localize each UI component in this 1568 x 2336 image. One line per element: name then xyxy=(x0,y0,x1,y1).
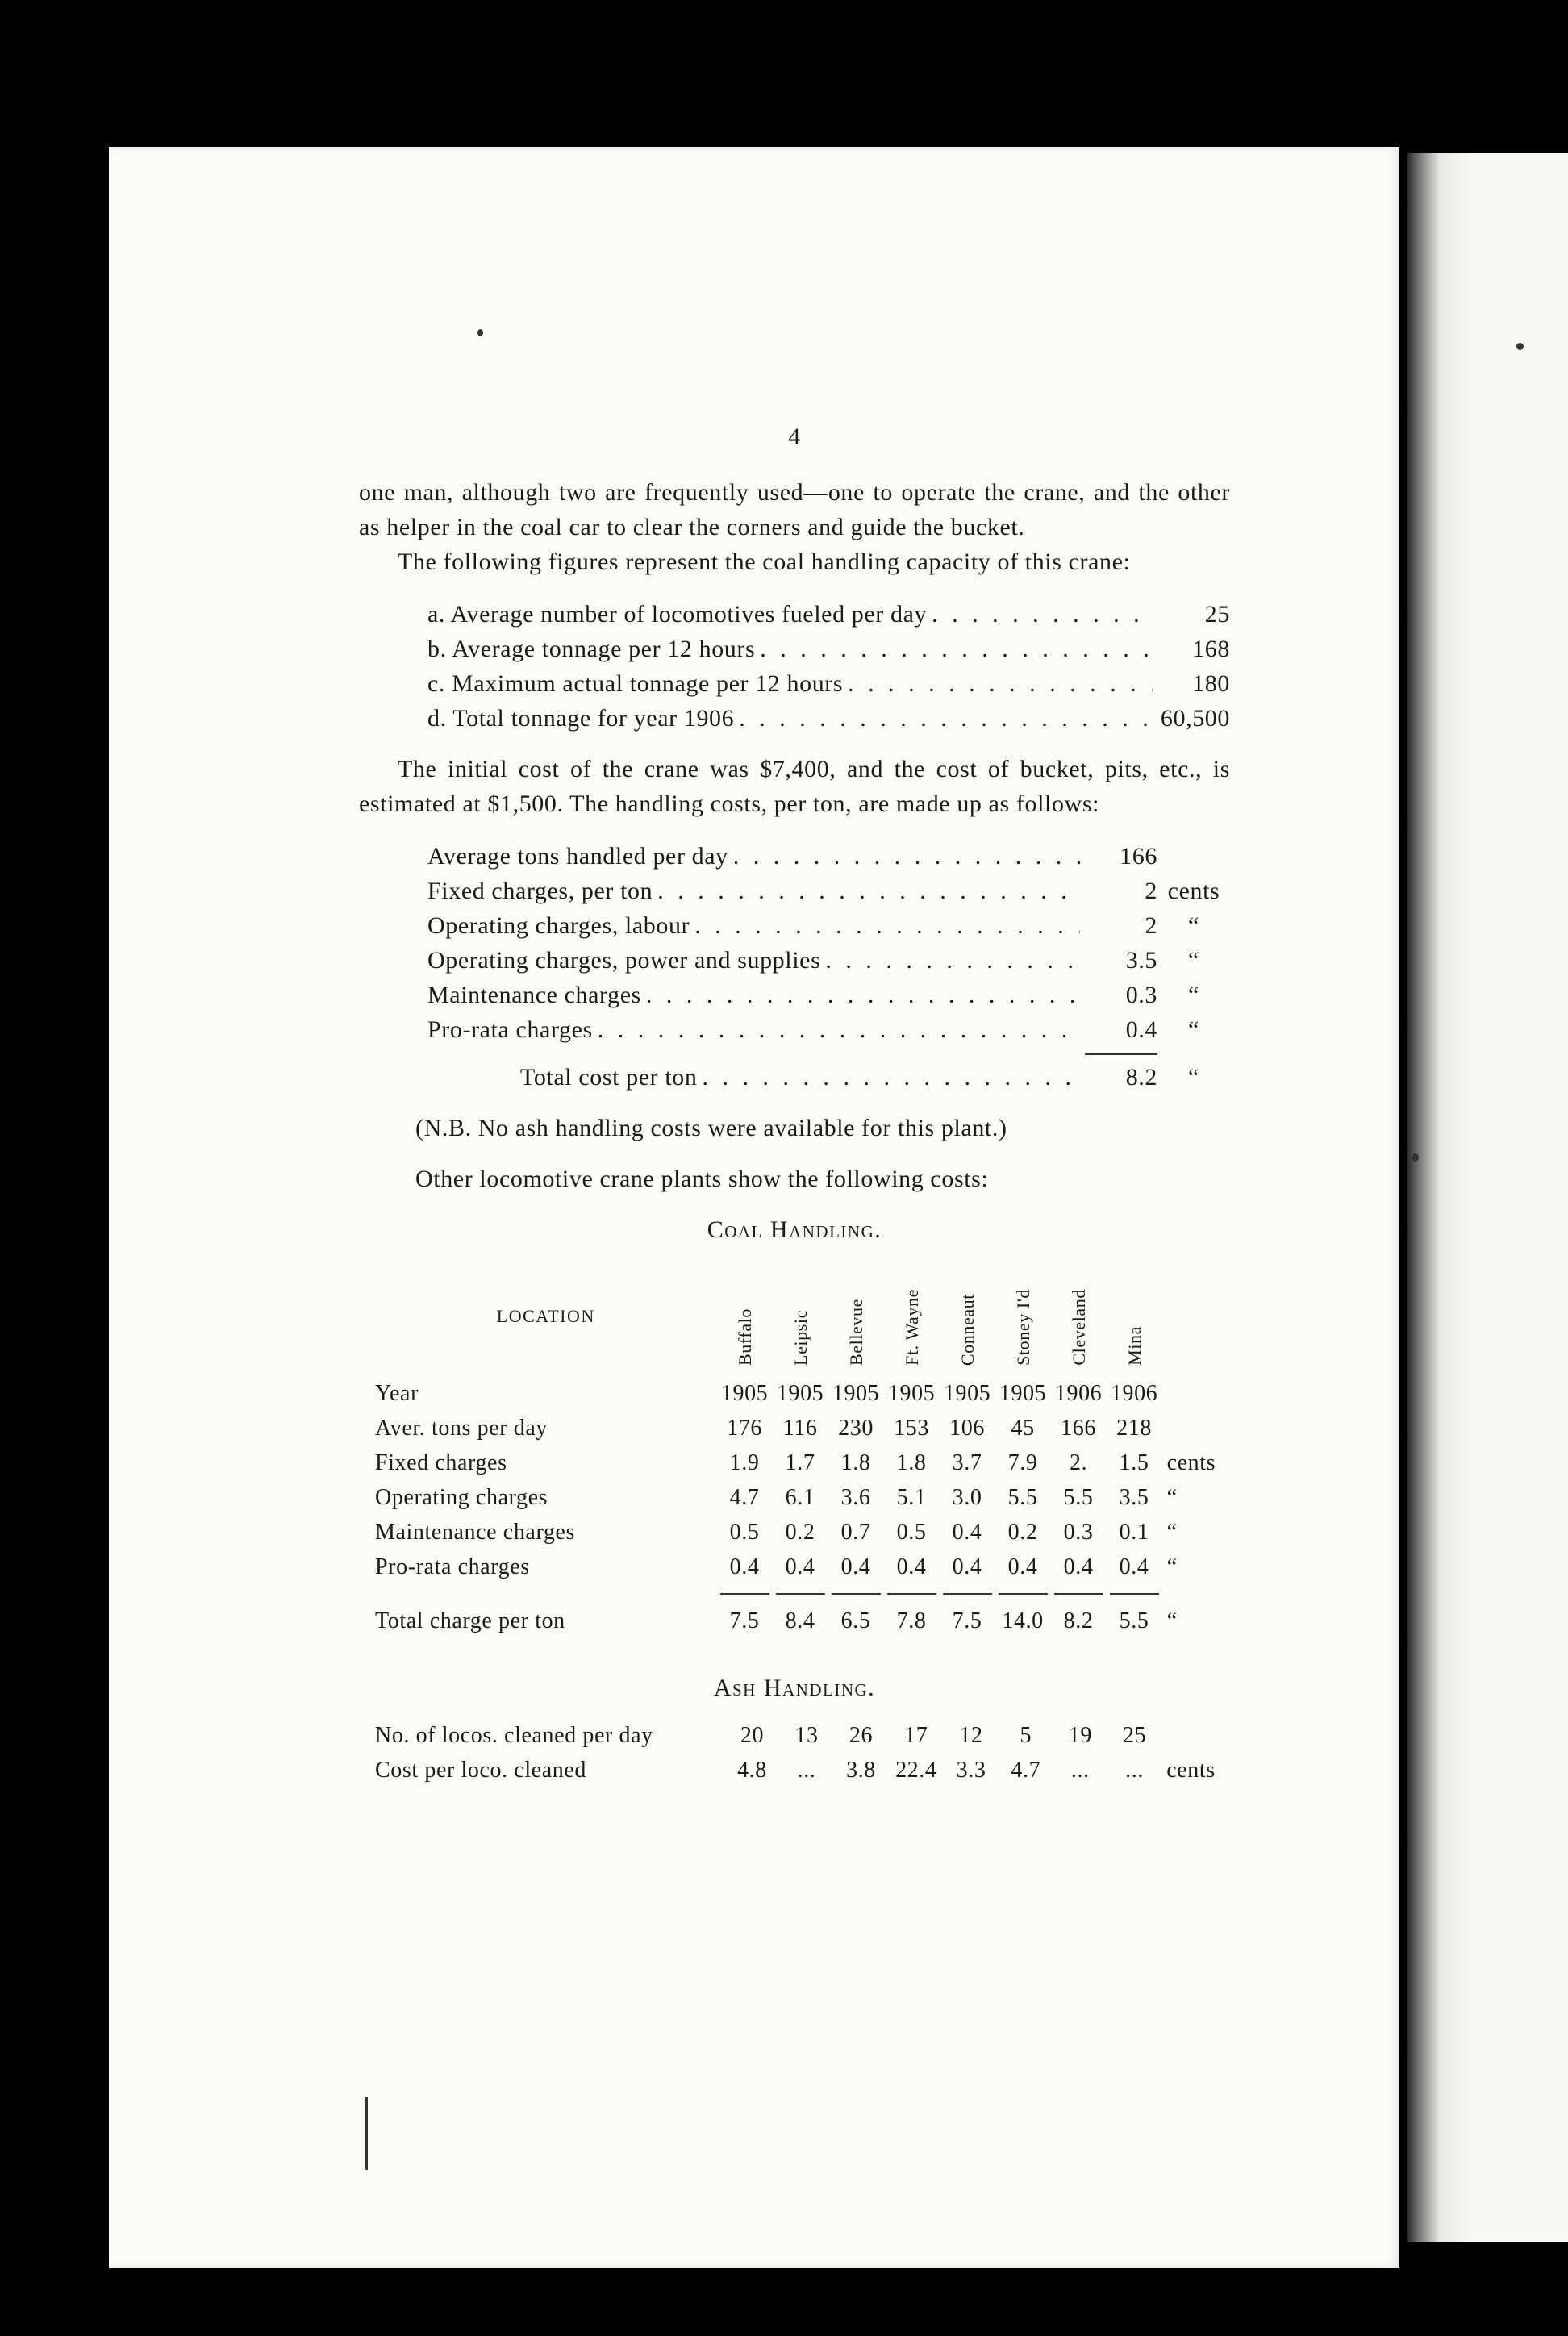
page-number: 4 xyxy=(788,423,801,450)
table-rule-row xyxy=(375,1584,1230,1604)
page-content xyxy=(359,419,1230,1787)
location-header: Leipsic xyxy=(790,1310,811,1366)
table-total-row: Total charge per ton 7.5 8.4 6.5 7.8 7.5 14.0 8.2 5.5 “ xyxy=(375,1608,1178,1633)
adjacent-page-edge xyxy=(1407,153,1568,2242)
location-header: Conneaut xyxy=(957,1293,978,1366)
location-header: Mina xyxy=(1124,1326,1145,1366)
list-item: Pro-rata charges . . . 0.4 “ xyxy=(427,1012,1230,1047)
paragraph-capacity: The following figures represent the coal handling capacity of this crane: xyxy=(398,549,1131,575)
scan-speck xyxy=(365,2097,368,2170)
paragraph-other-plants: Other locomotive crane plants show the following costs: xyxy=(415,1166,989,1192)
list-item: a. Average number of locomotives fueled per day . . . 25 xyxy=(427,597,1230,632)
location-header: Cleveland xyxy=(1068,1289,1089,1366)
list-item: Average tons handled per day . . . 166 xyxy=(427,839,1230,874)
ash-handling-table xyxy=(375,1718,1230,1787)
list-item: d. Total tonnage for year 1906 . . . 60,500 xyxy=(427,701,1230,736)
table-row: Year 1905 1905 1905 1905 1905 1905 1906 1906 xyxy=(375,1381,1158,1406)
location-header: Buffalo xyxy=(734,1308,755,1366)
table-row: No. of locos. cleaned per day 20 13 26 17 12 5 19 25 xyxy=(375,1723,1147,1748)
nb-note: (N.B. No ash handling costs were available for this plant.) xyxy=(415,1115,1007,1141)
list-item: Operating charges, power and supplies . . . 3.5 “ xyxy=(427,943,1230,978)
list-item: Fixed charges, per ton . . . 2 cents xyxy=(427,874,1230,908)
location-header: Ft. Wayne xyxy=(901,1289,922,1366)
table-row: Cost per loco. cleaned 4.8 ... 3.8 22.4 3.3 4.7 ... ... cents xyxy=(375,1758,1216,1783)
list-item: Maintenance charges . . . 0.3 “ xyxy=(427,978,1230,1012)
capacity-list xyxy=(359,597,1230,736)
coal-handling-heading: Coal Handling. xyxy=(707,1216,882,1243)
scan-speck xyxy=(1516,343,1524,350)
ash-handling-heading: Ash Handling. xyxy=(713,1675,876,1701)
list-item: b. Average tonnage per 12 hours . . . 168 xyxy=(427,632,1230,666)
location-header: Bellevue xyxy=(845,1299,866,1366)
coal-handling-table xyxy=(375,1255,1230,1638)
table-header-row xyxy=(375,1255,1230,1376)
cost-list xyxy=(359,839,1230,1095)
total-row: Total cost per ton . . . 8.2 “ xyxy=(427,1060,1230,1095)
total-rule xyxy=(1085,1053,1157,1055)
table-row: Maintenance charges 0.5 0.2 0.7 0.5 0.4 0.2 0.3 0.1 “ xyxy=(375,1520,1178,1545)
location-header: Stoney I'd xyxy=(1012,1289,1033,1366)
table-row: Pro-rata charges 0.4 0.4 0.4 0.4 0.4 0.4 0.4 0.4 “ xyxy=(375,1554,1178,1579)
location-label: LOCATION xyxy=(496,1306,595,1326)
list-item: Operating charges, labour . . . 2 “ xyxy=(427,908,1230,943)
paragraph-initial-cost: The initial cost of the crane was $7,400, and the cost of bucket, pits, etc., is estimated at $1,500. The handling costs, per ton, are made up as follows: xyxy=(359,756,1230,817)
scan-speck xyxy=(1412,1153,1419,1162)
paragraph-intro: one man, although two are frequently used—one to operate the crane, and the other as helper in the coal car to clear the corners and guide the bucket. xyxy=(359,479,1230,540)
scan-speck xyxy=(477,329,483,336)
table-row: Fixed charges 1.9 1.7 1.8 1.8 3.7 7.9 2. 1.5 cents xyxy=(375,1450,1216,1475)
list-item: c. Maximum actual tonnage per 12 hours . . . 180 xyxy=(427,666,1230,701)
table-row: Aver. tons per day 176 116 230 153 106 45 166 218 xyxy=(375,1416,1152,1441)
table-row: Operating charges 4.7 6.1 3.6 5.1 3.0 5.5 5.5 3.5 “ xyxy=(375,1485,1178,1510)
